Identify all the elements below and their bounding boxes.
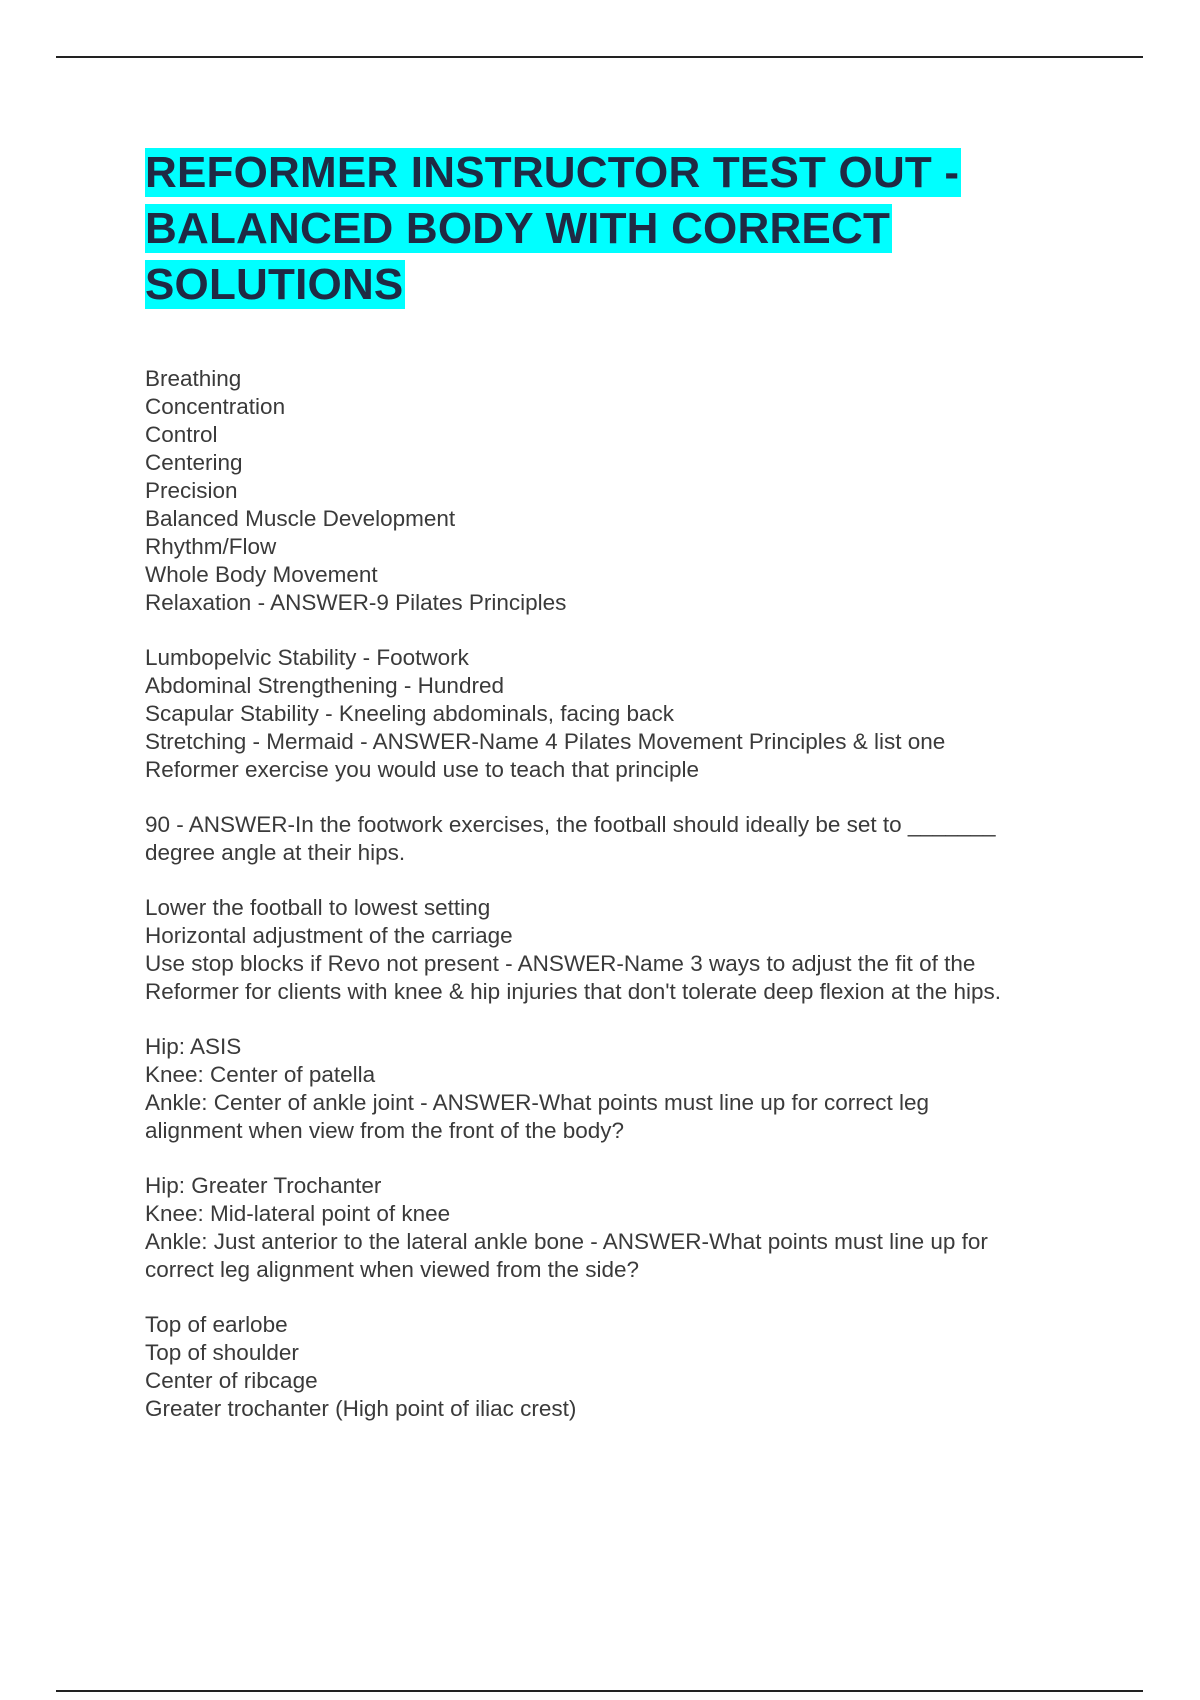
text-line: degree angle at their hips. xyxy=(145,840,406,865)
text-line: Relaxation - ANSWER-9 Pilates Principles xyxy=(145,590,567,615)
text-line: Breathing xyxy=(145,366,242,391)
qa-block-principles xyxy=(145,365,1075,617)
text-line: Hip: Greater Trochanter xyxy=(145,1173,382,1198)
text-line: Precision xyxy=(145,478,238,503)
text-line: Reformer exercise you would use to teach that principle xyxy=(145,757,700,782)
qa-block-front-alignment xyxy=(145,1033,1075,1145)
text-line: Lower the football to lowest setting xyxy=(145,895,491,920)
text-line: Greater trochanter (High point of iliac crest) xyxy=(145,1396,577,1421)
qa-block-posture-line xyxy=(145,1311,1075,1423)
qa-block-side-alignment xyxy=(145,1172,1075,1284)
qa-block-movement-principles xyxy=(145,644,1075,784)
text-line: Reformer for clients with knee & hip injuries that don't tolerate deep flexion at the hips. xyxy=(145,979,1002,1004)
text-line: Abdominal Strengthening - Hundred xyxy=(145,673,504,698)
document-body xyxy=(145,145,1075,1450)
text-line: Knee: Center of patella xyxy=(145,1062,376,1087)
header-rule xyxy=(56,56,1143,58)
title-line-1: REFORMER INSTRUCTOR TEST OUT - xyxy=(145,148,960,197)
text-line: Hip: ASIS xyxy=(145,1034,242,1059)
text-line: Whole Body Movement xyxy=(145,562,378,587)
text-line: correct leg alignment when viewed from the side? xyxy=(145,1257,640,1282)
text-line: Control xyxy=(145,422,218,447)
text-line: Lumbopelvic Stability - Footwork xyxy=(145,645,469,670)
text-line: Rhythm/Flow xyxy=(145,534,277,559)
text-line: Scapular Stability - Kneeling abdominals, facing back xyxy=(145,701,675,726)
text-line: Concentration xyxy=(145,394,286,419)
text-line: Ankle: Center of ankle joint - ANSWER-What points must line up for correct leg xyxy=(145,1090,930,1115)
text-line: alignment when view from the front of the body? xyxy=(145,1118,625,1143)
document-title xyxy=(145,145,1075,313)
text-line: Top of shoulder xyxy=(145,1340,299,1365)
title-line-2: BALANCED BODY WITH CORRECT xyxy=(145,204,891,253)
text-line: Horizontal adjustment of the carriage xyxy=(145,923,513,948)
text-line: Centering xyxy=(145,450,243,475)
text-line: Ankle: Just anterior to the lateral ankle bone - ANSWER-What points must line up for xyxy=(145,1229,988,1254)
text-line: Knee: Mid-lateral point of knee xyxy=(145,1201,451,1226)
qa-block-reformer-fit xyxy=(145,894,1075,1006)
text-line: Center of ribcage xyxy=(145,1368,318,1393)
title-line-3: SOLUTIONS xyxy=(145,260,404,309)
text-line: 90 - ANSWER-In the footwork exercises, the football should ideally be set to _______ xyxy=(145,812,996,837)
footer-rule xyxy=(56,1690,1143,1692)
qa-block-footbar-angle xyxy=(145,811,1075,867)
text-line: Stretching - Mermaid - ANSWER-Name 4 Pilates Movement Principles & list one xyxy=(145,729,946,754)
text-line: Balanced Muscle Development xyxy=(145,506,456,531)
text-line: Use stop blocks if Revo not present - ANSWER-Name 3 ways to adjust the fit of the xyxy=(145,951,976,976)
text-line: Top of earlobe xyxy=(145,1312,288,1337)
